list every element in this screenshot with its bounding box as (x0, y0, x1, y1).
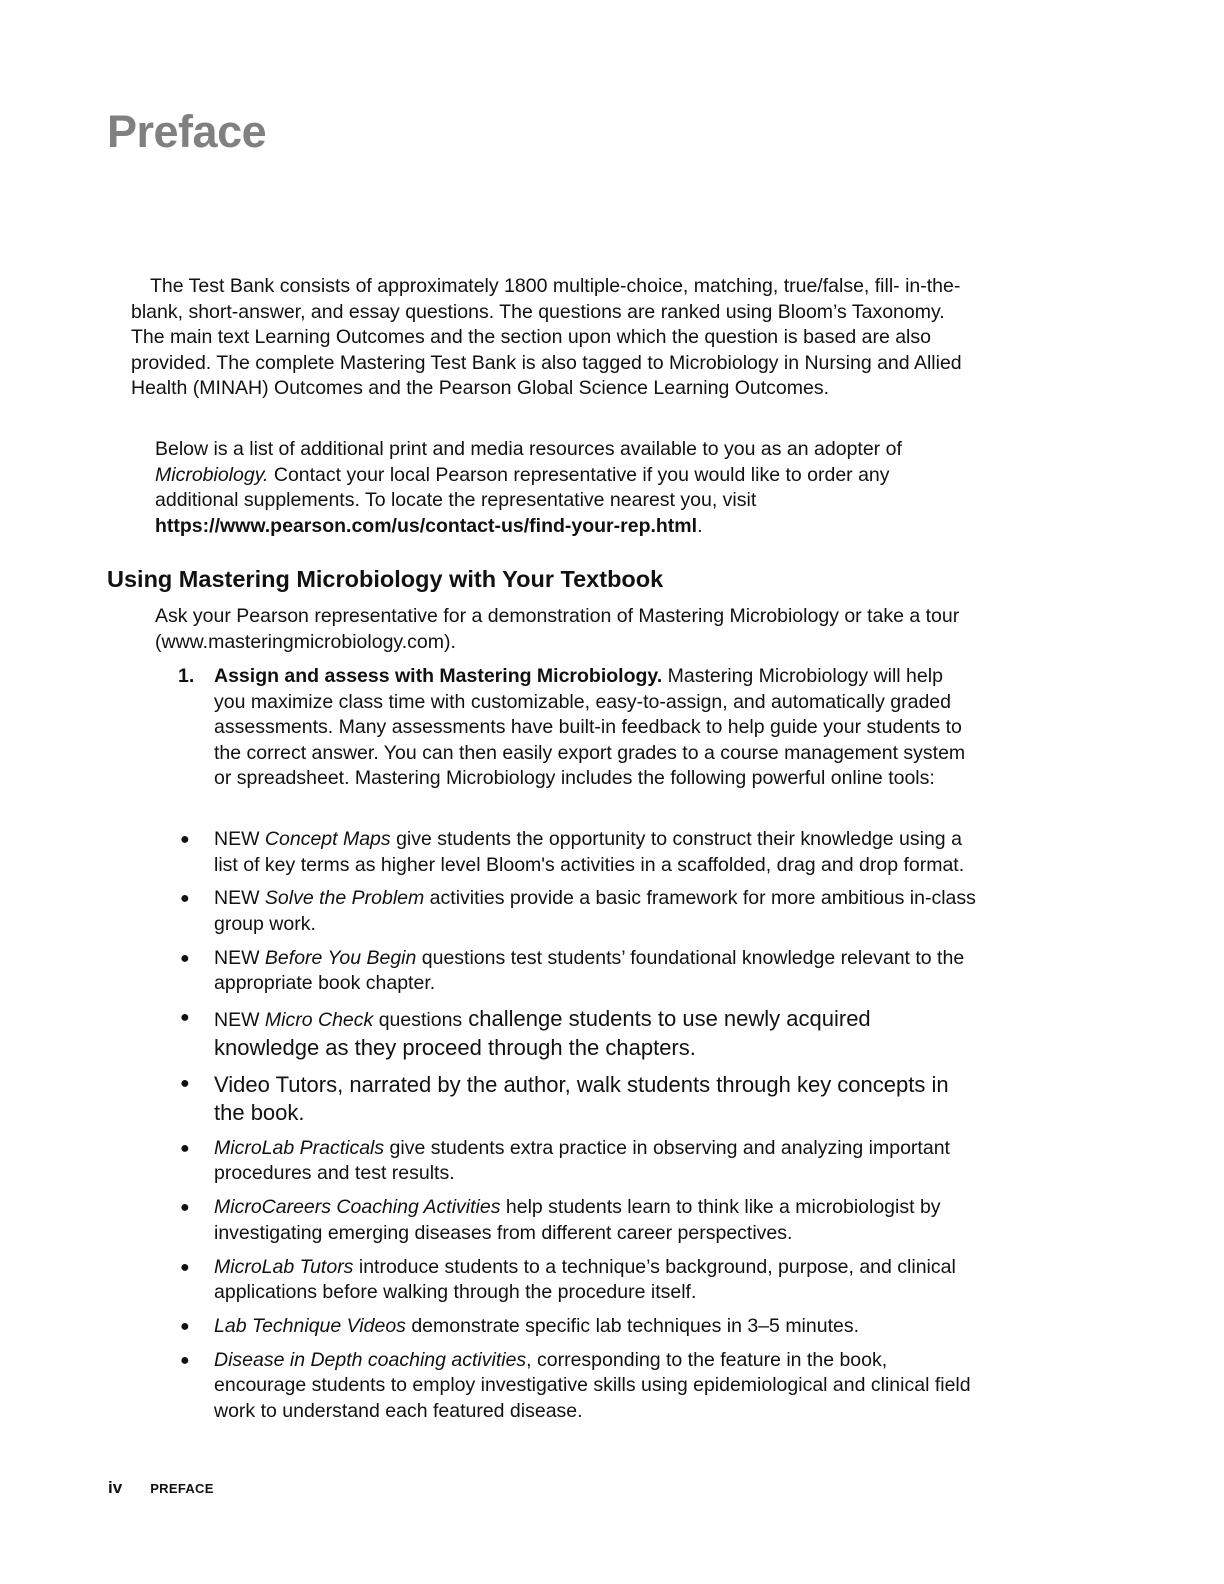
page-footer (108, 1478, 214, 1498)
tool-name: MicroCareers Coaching Activities (214, 1196, 501, 1219)
numbered-item (178, 664, 978, 792)
item-text: give students extra practice in observing and analyzing important procedures and test results. (214, 1136, 950, 1185)
item-text: give students the opportunity to construct their knowledge using a list of key terms as higher level Bloom's activities in a scaffolded, drag and drop format. (214, 828, 965, 876)
bullet-icon: ● (180, 1139, 190, 1157)
bullet-icon: ● (180, 1258, 190, 1276)
tool-name: Disease in Depth coaching activities (214, 1348, 527, 1371)
list-item (178, 946, 978, 997)
running-footer-label: PREFACE (150, 1481, 214, 1496)
item-prefix: NEW (214, 946, 265, 969)
list-item (178, 1348, 978, 1425)
tool-name: MicroLab Tutors (214, 1255, 354, 1278)
resources-paragraph (155, 437, 975, 539)
tool-name: Micro Check (264, 1009, 374, 1032)
item-text: questions test students’ foundational knowledge relevant to the appropriate book chapter. (214, 946, 965, 995)
bullet-icon: ● (180, 1351, 190, 1369)
bullet-icon: ● (180, 1074, 190, 1092)
page-number: iv (108, 1478, 123, 1497)
item-number: 1. (178, 665, 195, 687)
list-item (178, 827, 978, 878)
tools-list (178, 827, 978, 1433)
resources-text-end: . (697, 514, 703, 537)
item-prefix: NEW (214, 828, 265, 850)
item-tail: Video Tutors, narrated by the author, walk students through key concepts in the book. (214, 1071, 949, 1126)
bullet-icon: ● (180, 890, 190, 908)
item-text: , corresponding to the feature in the book, encourage students to employ investigative skills using epidemiological and clinical field work to understand each featured disease. (214, 1348, 971, 1422)
list-item (178, 1314, 978, 1340)
item-text: Mastering Microbiology will help you maximize class time with customizable, easy-to-assign, and automatically graded assessments. Many assessments have built-in feedback to help guide your students to the correct answer. You can then easily export grades to a course management system or spreadsheet. Mastering Microbiology includes the following powerful online tools: (214, 665, 966, 790)
list-item (178, 1005, 978, 1062)
tool-name: MicroLab Practicals (214, 1136, 385, 1159)
tool-name: Lab Technique Videos (214, 1315, 406, 1337)
resources-text-middle: Contact your local Pearson representative if you would like to order any additional supplements. To locate the representative nearest you, visit (155, 463, 890, 512)
tool-name: Before You Begin (264, 946, 417, 969)
tool-name: Solve the Problem (264, 887, 425, 910)
bullet-icon: ● (180, 949, 190, 967)
item-prefix: NEW (214, 887, 265, 910)
item-lead: Assign and assess with Mastering Microbiology. (214, 665, 663, 687)
rep-locator-url[interactable]: https://www.pearson.com/us/contact-us/find-your-rep.html (155, 514, 698, 537)
item-tail: challenge students to use newly acquired knowledge as they proceed through the chapters. (214, 1006, 871, 1060)
item-text: activities provide a basic framework for more ambitious in-class group work. (214, 887, 976, 935)
bullet-icon: ● (180, 1199, 190, 1217)
book-title: Microbiology. (155, 463, 269, 486)
item-prefix: NEW (214, 1009, 265, 1032)
item-text: introduce students to a technique’s background, purpose, and clinical applications before walking through the procedure itself. (214, 1255, 956, 1304)
item-body (214, 664, 978, 792)
section-heading: Using Mastering Microbiology with Your Textbook (107, 566, 664, 592)
tool-name: Concept Maps (264, 828, 391, 850)
item-text: questions (373, 1009, 463, 1032)
item-text: demonstrate specific lab techniques in 3–5 minutes. (405, 1315, 860, 1337)
list-item (178, 886, 978, 937)
section-intro: Ask your Pearson representative for a demonstration of Mastering Microbiology or take a tour (www.masteringmicrobiology.com). (155, 605, 960, 653)
list-item (178, 1071, 978, 1128)
list-item (178, 1255, 978, 1306)
bullet-icon: ● (180, 1009, 190, 1027)
page-title: Preface (107, 106, 267, 157)
list-item (178, 1195, 978, 1246)
list-item (178, 1136, 978, 1187)
item-text: help students learn to think like a microbiologist by investigating emerging diseases from different career perspectives. (214, 1196, 941, 1244)
bullet-icon: ● (180, 831, 190, 848)
bullet-icon: ● (180, 1318, 190, 1335)
resources-text-start: Below is a list of additional print and media resources available to you as an adopter of (155, 438, 902, 460)
intro-paragraph: The Test Bank consists of approximately 1800 multiple-choice, matching, true/false, fill- in-the-blank, short-answer, and essay questions. The questions are ranked using Bloom’s Taxonomy. The main text Learning Outcomes and the section upon which the question is based are also provided. The complete Mastering Test Bank is also tagged to Microbiology in Nursing and Allied Health (MINAH) Outcomes and the Pearson Global Science Learning Outcomes. (131, 275, 962, 400)
